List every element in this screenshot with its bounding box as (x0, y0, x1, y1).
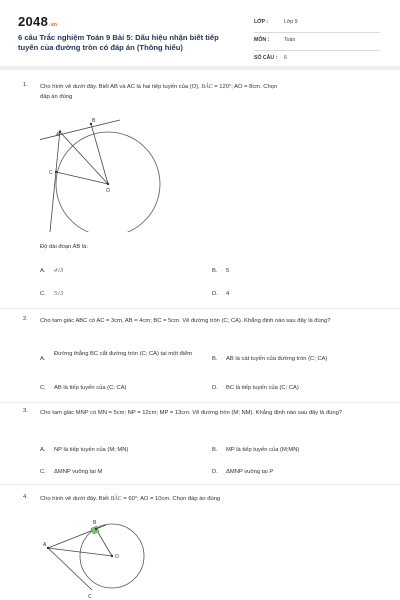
question-separator (0, 402, 400, 403)
question-number: 4. (23, 494, 28, 500)
logo-suffix: .vn (49, 22, 58, 28)
question-2 (0, 316, 400, 400)
logo-text: 2048 (18, 14, 49, 29)
option-letter: C. (40, 385, 46, 391)
option-text: Đường thẳng BC cắt đường tròn (C; CA) tại một điểm (54, 351, 193, 357)
option-text: 5√3 (54, 291, 64, 297)
meta-key: SỐ CÂU : (254, 55, 278, 61)
point-a (47, 547, 49, 549)
question-text-part: đáp án đúng (40, 94, 73, 100)
question-1 (0, 82, 400, 302)
label-b: B (92, 118, 96, 124)
option-letter: D. (212, 385, 218, 391)
option-letter: C. (40, 469, 46, 475)
option-text: NP là tiếp tuyến của (M; MN) (54, 447, 129, 453)
question-separator (0, 308, 400, 309)
question-text: Cho tam giác ABC có AC = 3cm, AB = 4cm; BC = 5cm. Vẽ đường tròn (C; CA). Khẳng định nào sau đây là đúng? (40, 318, 331, 324)
option-text: MP là tiếp tuyến của (M;MN) (226, 447, 300, 453)
option-text: 4 (226, 291, 230, 297)
meta-row-subject (254, 33, 380, 51)
label-a: A (56, 132, 60, 138)
tangent-ac (48, 548, 92, 590)
option-text: BC là tiếp tuyến của (C; CA) (226, 385, 299, 391)
angle-value: = 120°; AO = 8cm. Chọn (214, 84, 278, 90)
label-o: O (106, 188, 110, 194)
question-number: 3. (23, 408, 28, 414)
question-number: 2. (23, 316, 28, 322)
meta-value: 6 (284, 55, 287, 61)
circle-o (56, 132, 160, 232)
option-letter: B. (212, 447, 218, 453)
radius-oc (56, 172, 108, 184)
angle-value: = 60°; AO = 10cm. Chọn đáp án đúng (123, 496, 221, 502)
figure-q4 (40, 514, 160, 600)
meta-value: Lớp 9 (284, 19, 298, 25)
meta-row-grade (254, 15, 380, 33)
question-3 (0, 408, 400, 480)
option-letter: C. (40, 291, 46, 297)
meta-key: LỚP : (254, 19, 269, 25)
option-letter: B. (212, 356, 218, 362)
question-prompt: Độ dài đoạn AB là: (40, 244, 89, 250)
option-letter: A. (40, 268, 46, 274)
label-b: B (93, 520, 97, 526)
question-text: Cho tam giác MNP có MN = 5cm; NP = 12cm; MP = 13cm. Vẽ đường tròn (M; NM). Khẳng định nào sau đây là đúng? (40, 410, 343, 416)
document-header (0, 0, 400, 66)
label-c: C (88, 594, 92, 600)
question-text (40, 494, 372, 504)
radius-ob (96, 529, 112, 556)
option-text: ΔMNP vuông tại M (54, 469, 103, 475)
option-text: AB là cát tuyến của đường tròn (C; CA) (226, 356, 328, 362)
meta-table (254, 15, 380, 69)
question-text (40, 82, 372, 102)
question-separator (0, 484, 400, 485)
tangent-ab (40, 120, 120, 142)
site-logo[interactable] (18, 14, 57, 29)
header-divider (0, 66, 400, 70)
option-letter: A. (40, 356, 46, 362)
point-b (95, 528, 97, 530)
option-letter: A. (40, 447, 46, 453)
meta-key: MÔN : (254, 37, 270, 43)
question-number: 1. (23, 82, 28, 88)
question-text-part: Cho hình vẽ dưới đây. Biết AB và AC là hai tiếp tuyến của (O), (40, 84, 200, 90)
tangent-ac (50, 130, 60, 232)
label-a: A (43, 542, 47, 548)
meta-value: Toán (284, 37, 296, 43)
option-letter: D. (212, 469, 218, 475)
label-c: C (49, 170, 53, 176)
option-text: AB là tiếp tuyến của (C; CA) (54, 385, 127, 391)
figure-q1 (40, 112, 170, 232)
angle-label: BÂC (201, 84, 213, 90)
label-o: O (115, 554, 119, 560)
option-letter: B. (212, 268, 218, 274)
point-o (107, 183, 109, 185)
question-text-part: Cho hình vẽ dưới đây. Biết (40, 496, 109, 502)
point-o (111, 555, 113, 557)
option-text: 4√3 (54, 268, 64, 274)
question-4 (0, 494, 400, 600)
option-text: ΔMNP vuông tại P (226, 469, 274, 475)
angle-label: BÂC (110, 496, 122, 502)
point-c (55, 171, 57, 173)
option-text: 5 (226, 268, 230, 274)
option-letter: D. (212, 291, 218, 297)
document-title: 6 câu Trắc nghiệm Toán 9 Bài 5: Dấu hiệu nhận biết tiếp tuyến của đường tròn có đáp án (Thông hiểu) (18, 33, 219, 52)
